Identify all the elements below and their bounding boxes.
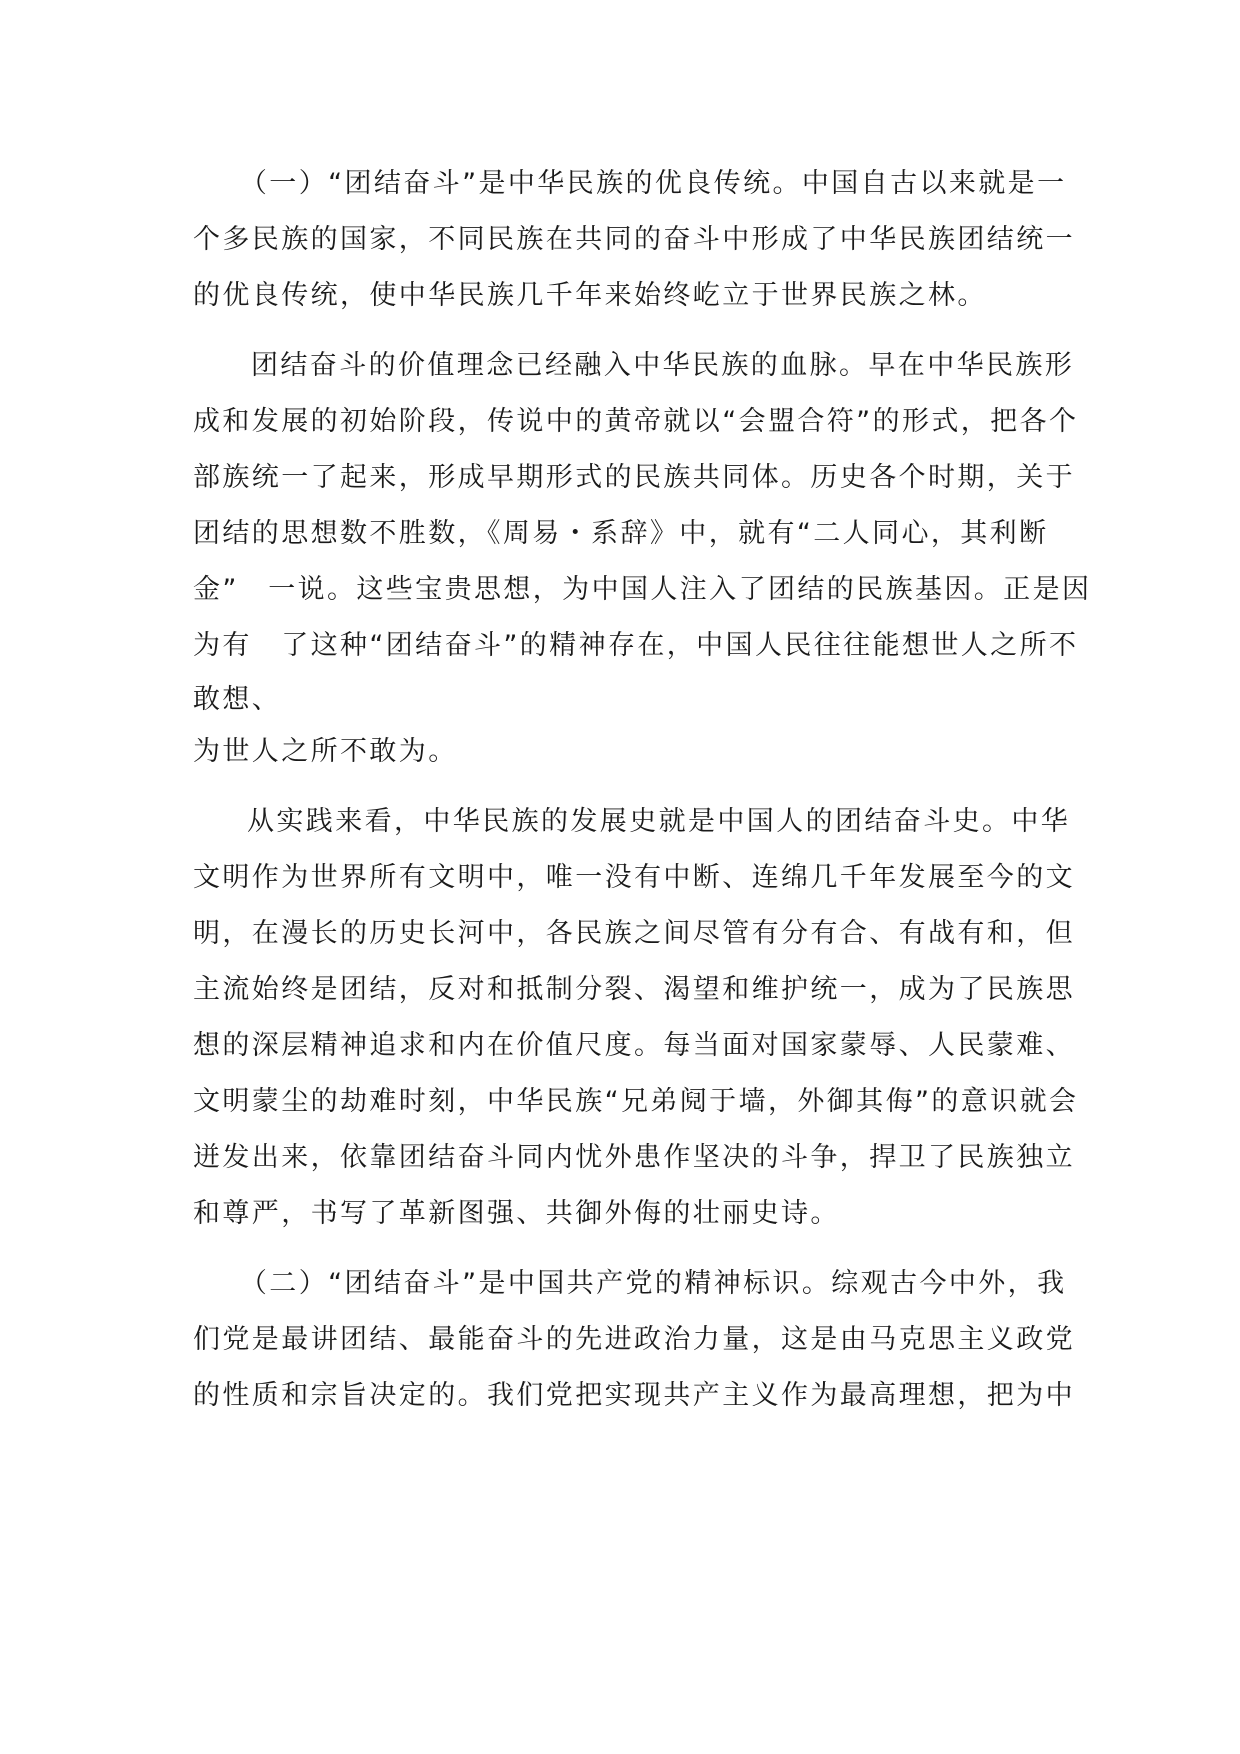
text-line: 部族统一了起来，形成早期形式的民族共同体。历史各个时期，关于 xyxy=(193,462,1075,493)
text-line: 想的深层精神追求和内在价值尺度。每当面对国家蒙辱、人民蒙难、 xyxy=(193,1030,1075,1061)
text-line: 们党是最讲团结、最能奋斗的先进政治力量，这是由马克思主义政党 xyxy=(193,1324,1075,1355)
text-line: 为世人之所不敢为。 xyxy=(193,736,458,767)
text-line: 迸发出来，依靠团结奋斗同内忧外患作坚决的斗争，捍卫了民族独立 xyxy=(193,1142,1075,1173)
text-line: 金” 一说。这些宝贵思想，为中国人注入了团结的民族基因。正是因 xyxy=(193,574,1092,605)
text-line: 团结的思想数不胜数，《周易・系辞》中，就有“二人同心，其利断 xyxy=(193,518,1049,549)
text-line: （一）“团结奋斗”是中华民族的优良传统。中国自古以来就是一 xyxy=(224,168,1067,199)
text-line: 团结奋斗的价值理念已经融入中华民族的血脉。早在中华民族形 xyxy=(251,350,1075,381)
text-line: 为有 了这种“团结奋斗”的精神存在，中国人民往往能想世人之所不 xyxy=(193,630,1079,661)
text-line: 和尊严，书写了革新图强、共御外侮的壮丽史诗。 xyxy=(193,1198,840,1229)
text-line: 的优良传统，使中华民族几千年来始终屹立于世界民族之林。 xyxy=(193,280,987,311)
text-line: （二）“团结奋斗”是中国共产党的精神标识。综观古今中外，我 xyxy=(224,1268,1067,1299)
text-line: 从实践来看，中华民族的发展史就是中国人的团结奋斗史。中华 xyxy=(247,806,1071,837)
text-line: 成和发展的初始阶段，传说中的黄帝就以“会盟合符”的形式，把各个 xyxy=(193,406,1079,437)
text-line: 的性质和宗旨决定的。我们党把实现共产主义作为最高理想，把为中 xyxy=(193,1380,1075,1411)
text-line: 明，在漫长的历史长河中，各民族之间尽管有分有合、有战有和，但 xyxy=(193,918,1075,949)
text-line: 文明作为世界所有文明中，唯一没有中断、连绵几千年发展至今的文 xyxy=(193,862,1075,893)
text-line: 文明蒙尘的劫难时刻，中华民族“兄弟阋于墙，外御其侮”的意识就会 xyxy=(193,1086,1079,1117)
text-line: 主流始终是团结，反对和抵制分裂、渴望和维护统一，成为了民族思 xyxy=(193,974,1075,1005)
text-line: 敢想、 xyxy=(193,684,282,715)
text-line: 个多民族的国家，不同民族在共同的奋斗中形成了中华民族团结统一 xyxy=(193,224,1075,255)
